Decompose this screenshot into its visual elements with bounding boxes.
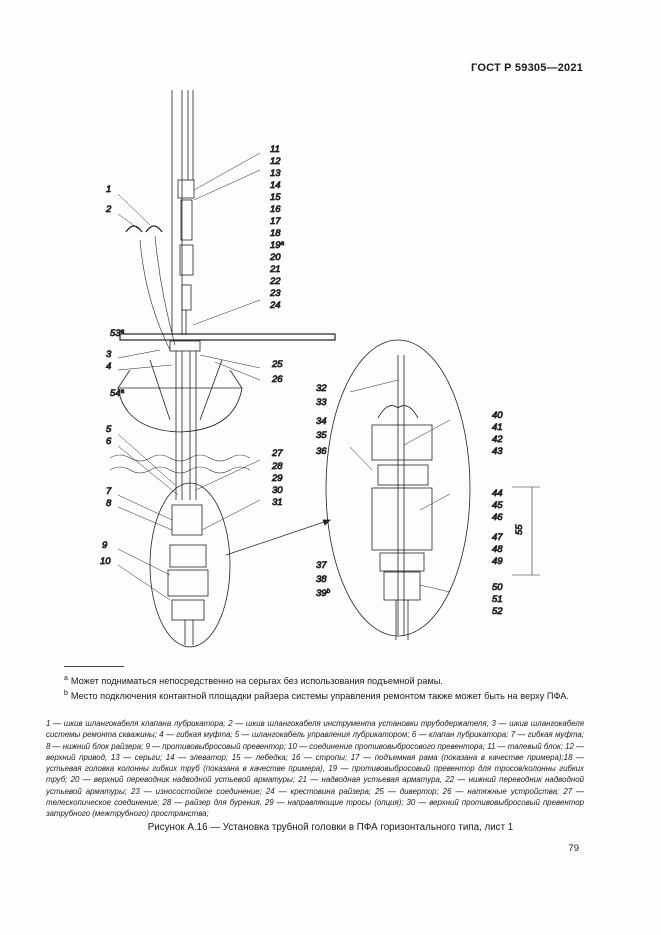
callout-22: 22 xyxy=(270,276,281,287)
riser-string xyxy=(110,90,335,647)
callout-53 xyxy=(110,328,125,339)
footnote-b xyxy=(64,687,584,703)
callout-8: 8 xyxy=(106,498,112,509)
callout-20: 20 xyxy=(270,252,281,263)
callouts-detail-left xyxy=(316,383,331,599)
callouts-detail-right xyxy=(492,410,503,617)
callout-45: 45 xyxy=(492,500,503,511)
footnote-b-text: Место подключения контактной площадки райзера системы управления ремонтом также может быть на верху ПФА. xyxy=(70,691,569,702)
callout-52: 52 xyxy=(492,606,503,617)
callout-7: 7 xyxy=(106,486,112,497)
callouts-upper-right xyxy=(269,144,285,311)
callout-26: 26 xyxy=(272,374,283,385)
callout-41: 41 xyxy=(492,422,503,433)
callout-28: 28 xyxy=(272,461,283,472)
callout-48: 48 xyxy=(492,544,503,555)
callout-18: 18 xyxy=(270,228,281,239)
callout-19 xyxy=(270,240,285,251)
callout-38: 38 xyxy=(316,574,327,585)
callout-36: 36 xyxy=(316,446,327,457)
callout-29: 29 xyxy=(272,473,283,484)
callout-50: 50 xyxy=(492,582,503,593)
footnote-a-mark: a xyxy=(64,675,68,682)
figure-legend: 1 — шкив шлангокабеля клапана лубрикатора; 2 — шкив шлангокабеля инструмента установки трубодержателя; 3 — шкив шлангокабеля системы ремонта скважины; 4 — гибкая муфта; 5 — шлангокабель управления лубрикатором; 6 — клапан лубрикатора; 7 — гибкая муфта; 8 — нижний блок райзера; 9 — противовыбросовый превентор; 10 — соединение противовыбросового превентора; 11 — талевый блок; 12 — верхний привод, 13 — серьги; 14 — элеватор; 15 — лебедка; 16 — стропы; 17 — подъемная рама (показана в качестве примера);18 — устьевая головка колонны гибких труб (показана в качестве примера), 19 — противовыбросовый превентор для тросов/колонны гибких труб; 20 — верхний переводник надводной устьевой арматуры; 21 — надводная устьевая арматура, 22 — нижний переводник надводной устьевой арматуры; 23 — износостойкое соединение; 24 — крестовина райзера; 25 — дивертор; 26 — натяжные устройства; 27 — телескопическое соединение; 28 — райзер для бурения, 29 — направляющие тросы (опция); 30 — верхний противовыбросовый превентор затрубного (межтрубного) пространства; xyxy=(46,719,584,819)
callout-54-number: 54 xyxy=(110,388,121,399)
callout-33: 33 xyxy=(316,397,327,408)
callout-49: 49 xyxy=(492,556,503,567)
callout-10: 10 xyxy=(100,556,111,567)
callout-27: 27 xyxy=(272,448,283,459)
callout-5: 5 xyxy=(106,424,112,435)
footnote-a-text: Может подниматься непосредственно на серьгах без использования подъемной рамы. xyxy=(70,676,443,687)
callout-12: 12 xyxy=(270,156,281,167)
callout-39-number: 39 xyxy=(316,588,327,599)
callout-51: 51 xyxy=(492,594,503,605)
dimension-55: 55 xyxy=(514,524,525,535)
callout-9: 9 xyxy=(102,540,108,551)
callouts-middle xyxy=(271,359,283,508)
leader-lines xyxy=(118,153,450,600)
callout-37: 37 xyxy=(316,560,327,571)
document-header: ГОСТ Р 59305—2021 xyxy=(471,62,583,74)
callout-53-number: 53 xyxy=(110,328,121,339)
callout-2: 2 xyxy=(106,204,112,215)
callout-40: 40 xyxy=(492,410,503,421)
footnote-a xyxy=(64,672,584,688)
callout-14: 14 xyxy=(270,180,281,191)
callout-54 xyxy=(110,388,125,399)
callout-42: 42 xyxy=(492,434,503,445)
callout-1: 1 xyxy=(106,184,112,195)
callout-34: 34 xyxy=(316,416,327,427)
page-number: 79 xyxy=(568,843,579,854)
figure-caption: Рисунок А.16 — Установка трубной головки в ПФА горизонтального типа, лист 1 xyxy=(147,822,514,833)
callout-21: 21 xyxy=(270,264,281,275)
callout-39-mark: b xyxy=(326,588,331,595)
callout-53-mark: a xyxy=(120,328,125,335)
callout-6: 6 xyxy=(106,436,112,447)
callout-23: 23 xyxy=(270,288,281,299)
callout-30: 30 xyxy=(272,485,283,496)
callout-25: 25 xyxy=(272,359,283,370)
callout-15: 15 xyxy=(270,192,281,203)
footnote-b-mark: b xyxy=(64,690,68,697)
callout-43: 43 xyxy=(492,446,503,457)
callout-16: 16 xyxy=(270,204,281,215)
callout-11: 11 xyxy=(270,144,280,155)
callout-17: 17 xyxy=(270,216,281,227)
callout-24: 24 xyxy=(270,300,281,311)
callout-31: 31 xyxy=(272,497,283,508)
callout-32: 32 xyxy=(316,383,327,394)
callout-19-number: 19 xyxy=(270,240,281,251)
callout-39 xyxy=(316,588,331,599)
footnote-rule xyxy=(64,666,124,667)
callout-35: 35 xyxy=(316,430,327,441)
callout-19-mark: a xyxy=(280,240,285,247)
callout-54-mark: a xyxy=(120,388,125,395)
callout-4: 4 xyxy=(106,361,112,372)
callout-46: 46 xyxy=(492,512,503,523)
callout-44: 44 xyxy=(492,488,503,499)
callout-13: 13 xyxy=(270,168,281,179)
callout-3: 3 xyxy=(106,349,112,360)
callout-47: 47 xyxy=(492,532,503,543)
